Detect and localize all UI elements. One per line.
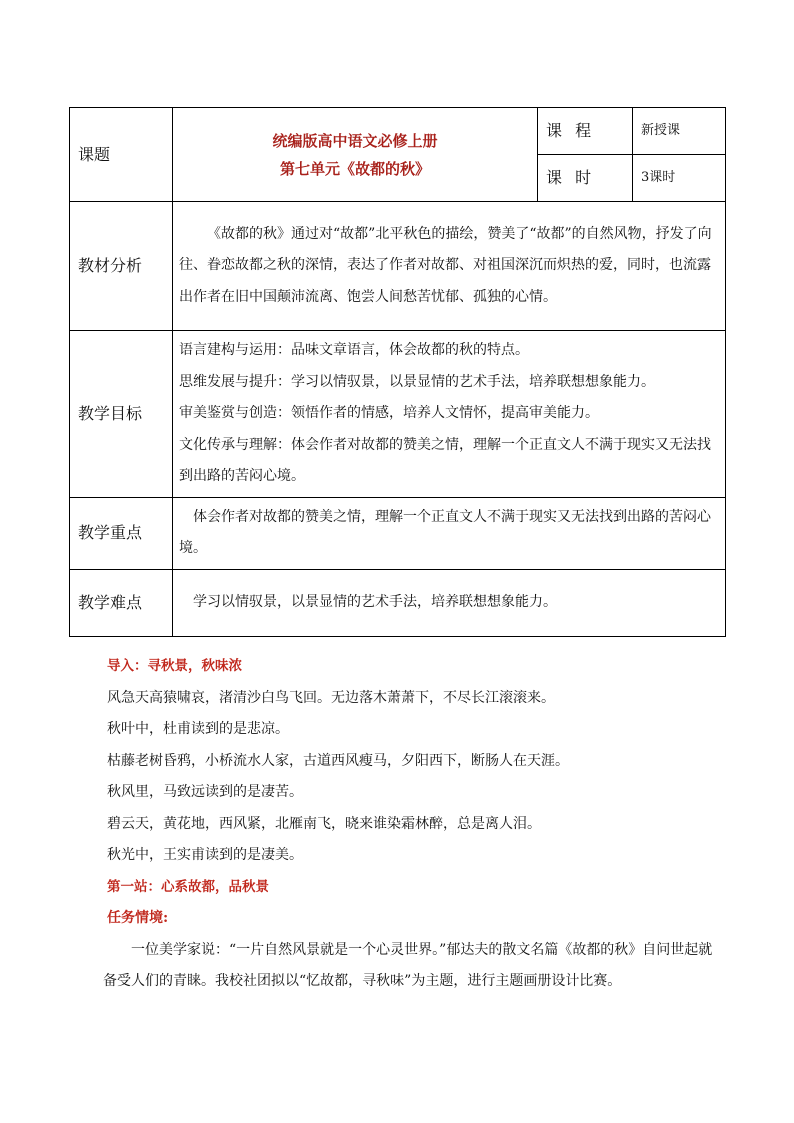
goal-item: 思维发展与提升：学习以情驭景，以景显情的艺术手法，培养联想想象能力。 xyxy=(179,373,655,390)
lesson-title-line2: 第七单元《故都的秋》 xyxy=(279,159,430,178)
analysis-label: 教材分析 xyxy=(70,202,173,331)
goal-item: 文化传承与理解：体会作者对故都的赞美之情，理解一个正直文人不满于现实又无法找到出路的苦闷心境。 xyxy=(179,436,711,484)
difficulty-label: 教学难点 xyxy=(70,569,173,636)
intro-line: 碧云天，黄花地，西风紧，北雁南飞，晓来谁染霜林醉，总是离人泪。 xyxy=(107,815,541,832)
goal-item: 语言建构与运用：品味文章语言，体会故都的秋的特点。 xyxy=(179,342,529,358)
goal-item: 审美鉴赏与创造：领悟作者的情感，培养人文情怀，提高审美能力。 xyxy=(179,405,599,421)
intro-line: 风急天高猿啸哀，渚清沙白鸟飞回。无边落木萧萧下，不尽长江滚滚来。 xyxy=(107,689,555,706)
intro-heading: 导入：寻秋景，秋味浓 xyxy=(107,658,242,674)
station1-heading: 第一站：心系故都，品秋景 xyxy=(107,878,269,895)
intro-line: 秋叶中，杜甫读到的是悲凉。 xyxy=(107,721,289,737)
topic-label: 课题 xyxy=(70,108,173,202)
task-paragraph: 一位美学家说：“一片自然风景就是一个心灵世界。”郁达夫的散文名篇《故都的秋》自问世起就备受人们的青睐。我校社团拟以“忆故都，寻秋味”为主题，进行主题画册设计比赛。 xyxy=(103,941,713,989)
lesson-title-line1: 统编版高中语文必修上册 xyxy=(272,131,438,150)
lesson-plan-table xyxy=(69,107,726,637)
analysis-cell xyxy=(173,202,726,331)
intro-line: 秋光中，王实甫读到的是凄美。 xyxy=(107,847,303,863)
goals-cell xyxy=(173,331,726,498)
intro-line: 枯藤老树昏鸦，小桥流水人家，古道西风瘦马，夕阳西下，断肠人在天涯。 xyxy=(107,752,569,769)
analysis-text: 《故都的秋》通过对“故都”北平秋色的描绘，赞美了“故都”的自然风物，抒发了向往、眷恋故都之秋的深情，表达了作者对故都、对祖国深沉而炽热的爱，同时，也流露出作者在旧中国颠沛流离、饱尝人间愁苦忧郁、孤独的心情。 xyxy=(179,225,712,305)
lesson-content xyxy=(103,651,721,998)
task-heading: 任务情境: xyxy=(107,910,169,926)
difficulty-text: 学习以情驭景，以景显情的艺术手法，培养联想想象能力。 xyxy=(193,593,557,610)
focus-label: 教学重点 xyxy=(70,497,173,569)
hours-value: 3课时 xyxy=(633,155,726,202)
course-label: 课 程 xyxy=(538,108,633,155)
focus-cell xyxy=(173,497,726,569)
goals-label: 教学目标 xyxy=(70,331,173,498)
focus-text: 体会作者对故都的赞美之情，理解一个正直文人不满于现实又无法找到出路的苦闷心境。 xyxy=(179,508,711,556)
difficulty-cell xyxy=(173,569,726,636)
course-value: 新授课 xyxy=(633,108,726,155)
hours-label: 课 时 xyxy=(538,155,633,202)
lesson-title xyxy=(173,108,538,202)
intro-line: 秋风里，马致远读到的是凄苦。 xyxy=(107,784,303,800)
